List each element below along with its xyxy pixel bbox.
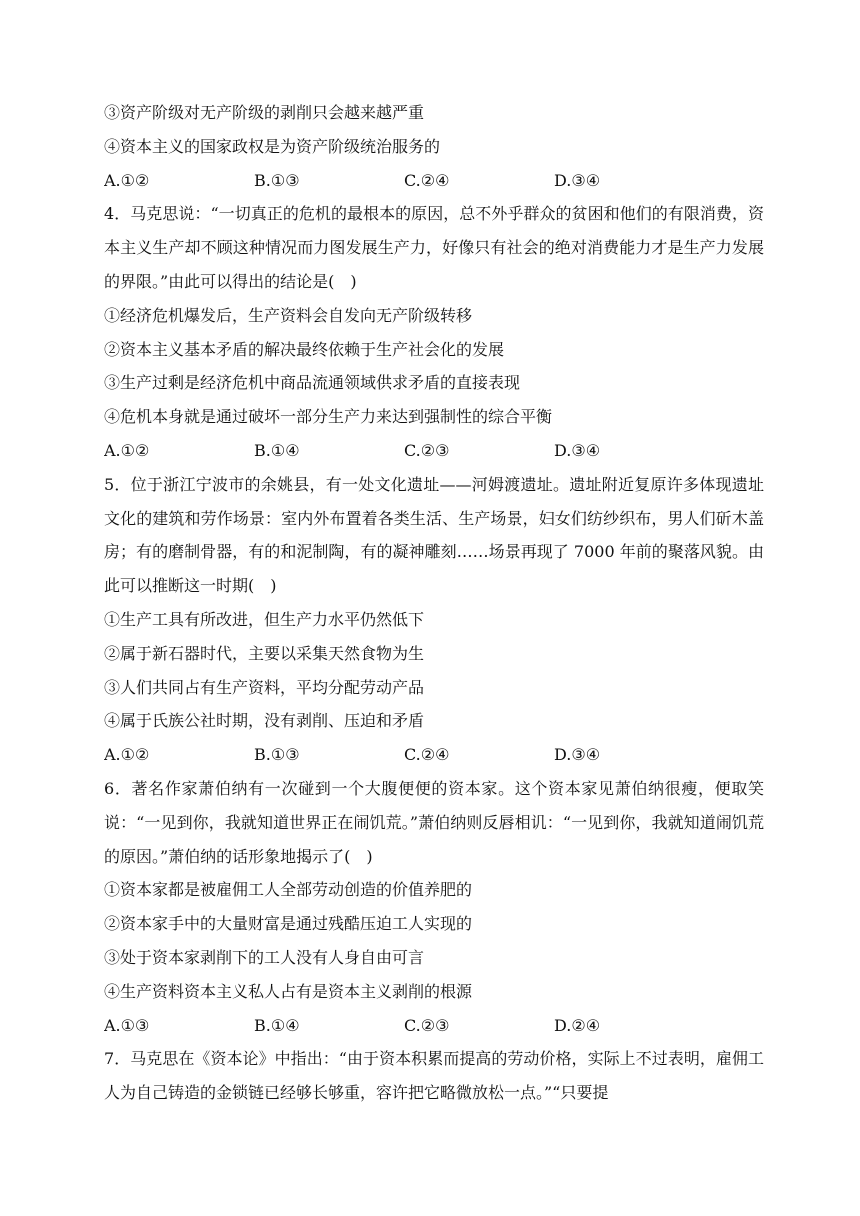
option-line: ②资本家手中的大量财富是通过残酷压迫工人实现的 [104, 914, 473, 934]
question-stem: 7．马克思在《资本论》中指出：“由于资本积累而提高的劳动价格，实际上不过表明，雇佣工人为自己铸造的金锁链已经够长够重，容许把它略微放松一点。”“只要提 [104, 1049, 764, 1103]
option-line: ①资本家都是被雇佣工人全部劳动创造的价值养肥的 [104, 880, 473, 900]
option-line: ①生产工具有所改进，但生产力水平仍然低下 [104, 609, 425, 629]
question-stem: 5．位于浙江宁波市的余姚县，有一处文化遗址——河姆渡遗址。遗址附近复原许多体现遗址文化的建筑和劳作场景：室内外布置着各类生活、生产场景，妇女们纺纱织布，男人们斫木盖房；有的磨制骨器，有的和泥制陶，有的凝神雕刻……场景再现了 7000 年前的聚落风貌。由此可以推断这一时期( ) [104, 474, 764, 596]
choice-c: C.②③ [404, 440, 450, 460]
option-line: ③资产阶级对无产阶级的剥削只会越来越严重 [104, 103, 425, 122]
question-stem: 4．马克思说：“一切真正的危机的最根本的原因，总不外乎群众的贫困和他们的有限消费，资本主义生产却不顾这种情况而力图发展生产力，好像只有社会的绝对消费能力才是生产力发展的界限。”由此可以得出的结论是( ) [104, 204, 764, 291]
option-line: ③生产过剩是经济危机中商品流通领域供求矛盾的直接表现 [104, 373, 521, 393]
question-stem: 6．著名作家萧伯纳有一次碰到一个大腹便便的资本家。这个资本家见萧伯纳很瘦，便取笑说：“一见到你，我就知道世界正在闹饥荒。”萧伯纳则反唇相讥：“一见到你，我就知道闹饥荒的原因。”萧伯纳的话形象地揭示了( ) [104, 778, 764, 866]
option-line: ①经济危机爆发后，生产资料会自发向无产阶级转移 [104, 305, 473, 325]
choice-b: B.①④ [254, 1015, 300, 1035]
answer-choices [104, 1009, 764, 1043]
answer-choices [104, 434, 764, 468]
exam-page [104, 96, 764, 1110]
answer-choices [104, 164, 764, 198]
choice-b: B.①③ [254, 745, 300, 765]
choice-a: A.①③ [104, 1015, 150, 1035]
choice-a: A.①② [104, 170, 150, 190]
answer-choices [104, 738, 764, 772]
choice-c: C.②④ [404, 745, 450, 765]
choice-c: C.②④ [404, 170, 450, 190]
choice-c: C.②③ [404, 1015, 450, 1035]
choice-d: D.③④ [554, 745, 601, 765]
option-line: ④生产资料资本主义私人占有是资本主义剥削的根源 [104, 981, 473, 1001]
choice-d: D.③④ [554, 170, 601, 190]
choice-a: A.①② [104, 440, 150, 460]
choice-d: D.③④ [554, 440, 601, 460]
option-line: ④资本主义的国家政权是为资产阶级统治服务的 [104, 136, 441, 156]
option-line: ③人们共同占有生产资料，平均分配劳动产品 [104, 677, 425, 697]
option-line: ②属于新石器时代，主要以采集天然食物为生 [104, 643, 425, 663]
choice-b: B.①④ [254, 440, 300, 460]
choice-d: D.②④ [554, 1015, 601, 1035]
option-line: ③处于资本家剥削下的工人没有人身自由可言 [104, 947, 425, 967]
option-line: ④属于氏族公社时期，没有剥削、压迫和矛盾 [104, 711, 425, 731]
option-line: ②资本主义基本矛盾的解决最终依赖于生产社会化的发展 [104, 339, 505, 359]
option-line: ④危机本身就是通过破坏一部分生产力来达到强制性的综合平衡 [104, 407, 553, 427]
choice-b: B.①③ [254, 170, 300, 190]
choice-a: A.①② [104, 745, 150, 765]
